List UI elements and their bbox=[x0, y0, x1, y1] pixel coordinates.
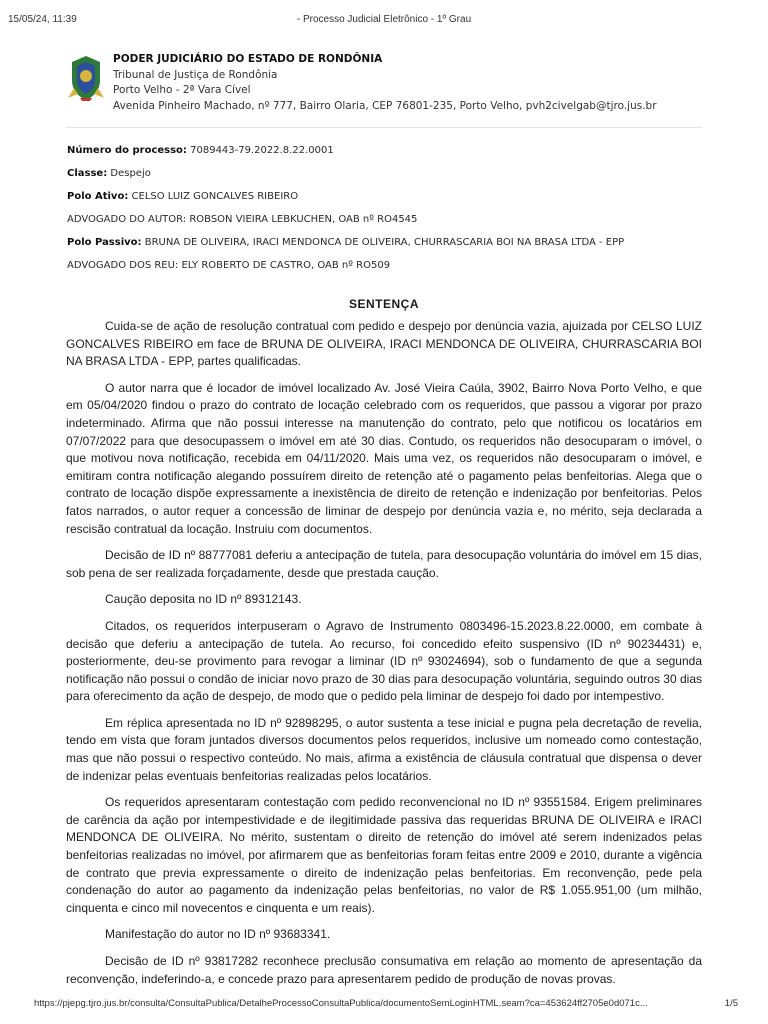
document-title: SENTENÇA bbox=[348, 297, 419, 311]
paragraph: Cuida-se de ação de resolução contratual com pedido e despejo por denúncia vazia, ajuizada por CELSO LUIZ GONCALVES RIBEIRO em face de BRUNA DE OLIVEIRA, IRACI MENDONCA DE OLIVEIRA, CHURRASCARIA BOI NA BRASA LTDA - EPP, partes qualificadas. bbox=[66, 319, 702, 369]
paragraph: Decisão de ID nº 93817282 reconhece preclusão consumativa em relação ao momento de apresentação da reconvenção, indeferindo-a, e concede prazo para apresentarem pedido de produção de novas provas. bbox=[66, 954, 702, 986]
paragraph: Citados, os requeridos interpuseram o Agravo de Instrumento 0803496-15.2023.8.22.0000, em combate à decisão que deferiu a antecipação de tutela. Ao recurso, foi concedido efeito suspensivo (ID nº 90234431) e, posteriormente, deu-se provimento para revogar a liminar (ID nº 93024694), sob o fundamento de que a segunda notificação não possui o condão de iniciar novo prazo de 30 dias para desocupação voluntária, seguindo outros 30 dias para oferecimento da ação de despejo, de modo que o pedido pela liminar de despejo foi dado por intempestivo. bbox=[66, 618, 702, 704]
court-header bbox=[66, 52, 708, 116]
paragraph: Caução deposita no ID nº 89312143. bbox=[105, 592, 302, 607]
plaintiff-value: CELSO LUIZ GONCALVES RIBEIRO bbox=[131, 191, 299, 202]
paragraph: O autor narra que é locador de imóvel localizado Av. José Vieira Caúla, 3902, Bairro Nova Porto Velho, e que em 05/04/2020 findou o prazo do contrato de locação celebrado com os requeridos, que passou a vigorar por prazo indeterminado. Afirma que não possui interesse na manutenção do contrato, pelo que notificou os locatários em 07/07/2022 para que desocupassem o imóvel em até 30 dias. Contudo, os requeridos não desocuparam o imóvel, o que motivou nova notificação, recebida em 04/11/2020. Mais uma vez, os requeridos não desocuparam o imóvel, e emitiram contra notificação alegando possuírem direito de retenção até o pagamento pelas benfeitorias. Alega que o contrato de locação dispõe expressamente a inexistência de direito de retenção e indenização por benfeitorias. Pelos fatos narrados, o autor requer a concessão de liminar de despejo por denúncia vazia e, no mérito, seja declarada a rescisão contratual da locação. Instruiu com documentos. bbox=[66, 380, 702, 536]
case-details bbox=[67, 144, 708, 282]
defendant-lawyer: ADVOGADO DOS REU: ELY ROBERTO DE CASTRO, OAB nº RO509 bbox=[67, 260, 391, 271]
print-footer bbox=[34, 998, 738, 1012]
defendant-label: Polo Passivo: bbox=[67, 237, 142, 248]
defendant-lawyer-row bbox=[67, 259, 708, 282]
case-number-value: 7089443-79.2022.8.22.0001 bbox=[190, 145, 334, 156]
paragraph: Decisão de ID nº 88777081 deferiu a antecipação de tutela, para desocupação voluntária do imóvel em 15 dias, sob pena de ser realizada forçadamente, desde que prestada caução. bbox=[66, 548, 702, 580]
defendant-row bbox=[67, 236, 708, 259]
case-class-label: Classe: bbox=[67, 168, 108, 179]
case-class-row bbox=[67, 167, 708, 190]
print-date: 15/05/24, 11:39 bbox=[8, 14, 77, 25]
plaintiff-lawyer: ADVOGADO DO AUTOR: ROBSON VIEIRA LEBKUCHEN, OAB nº RO4545 bbox=[67, 214, 418, 225]
vara-name: Porto Velho - 2ª Vara Cível bbox=[113, 84, 251, 96]
page-number: 1/5 bbox=[724, 998, 738, 1009]
document-body bbox=[66, 318, 702, 997]
plaintiff-label: Polo Ativo: bbox=[67, 191, 129, 202]
case-class-value: Despejo bbox=[110, 168, 151, 179]
defendant-value: BRUNA DE OLIVEIRA, IRACI MENDONCA DE OLIVEIRA, CHURRASCARIA BOI NA BRASA LTDA - EPP bbox=[144, 237, 625, 248]
print-title: - Processo Judicial Eletrônico - 1º Grau bbox=[296, 14, 472, 25]
case-number-label: Número do processo: bbox=[67, 145, 187, 156]
plaintiff-lawyer-row bbox=[67, 213, 708, 236]
paragraph: Os requeridos apresentaram contestação com pedido reconvencional no ID nº 93551584. Erigem preliminares de carência da ação por intempestividade e de ilegitimidade passiva das requeridas BRUNA DE OLIVEIRA e IRACI MENDONCA DE OLIVEIRA. No mérito, sustentam o direito de retenção do imóvel até serem indenizados pelas benfeitorias realizadas no imóvel, por afirmarem que as benfeitorias foram feitas entre 2009 e 2010, durante a vigência de contrato que previa expressamente o direito de indenização pelas benfeitorias. Em reconvenção, pede pela condenação do autor ao pagamento da indenização pelas benfeitorias, no valor de R$ 1.055.951,00 (um milhão, cinquenta e cinco mil novecentos e cinquenta e um reais). bbox=[66, 795, 702, 915]
header-divider bbox=[66, 127, 702, 128]
paragraph: Manifestação do autor no ID nº 93683341. bbox=[105, 927, 331, 942]
page-url: https://pjepg.tjro.jus.br/consulta/ConsultaPublica/DetalheProcessoConsultaPublica/documentoSemLoginHTML.seam?ca=453624ff2705e0d071c... bbox=[34, 998, 648, 1009]
court-name: PODER JUDICIÁRIO DO ESTADO DE RONDÔNIA bbox=[113, 53, 383, 65]
print-header bbox=[8, 14, 760, 28]
tribunal-name: Tribunal de Justiça de Rondônia bbox=[113, 68, 278, 81]
case-number-row bbox=[67, 144, 708, 167]
coat-of-arms-icon bbox=[66, 54, 106, 102]
plaintiff-row bbox=[67, 190, 708, 213]
paragraph: Em réplica apresentada no ID nº 92898295, o autor sustenta a tese inicial e pugna pela decretação de revelia, tendo em vista que foram juntados diversos documentos pelos requeridos, inclusive um nomeado como contestação, mas que não possui o respectivo conteúdo. No mais, afirma a existência de cláusula contratual que dispensa o dever de indenizar pelas eventuais benfeitorias realizadas pelos locatários. bbox=[66, 715, 702, 783]
court-address: Avenida Pinheiro Machado, nº 777, Bairro Olaria, CEP 76801-235, Porto Velho, pvh2civelgab@tjro.jus.br bbox=[113, 99, 657, 112]
